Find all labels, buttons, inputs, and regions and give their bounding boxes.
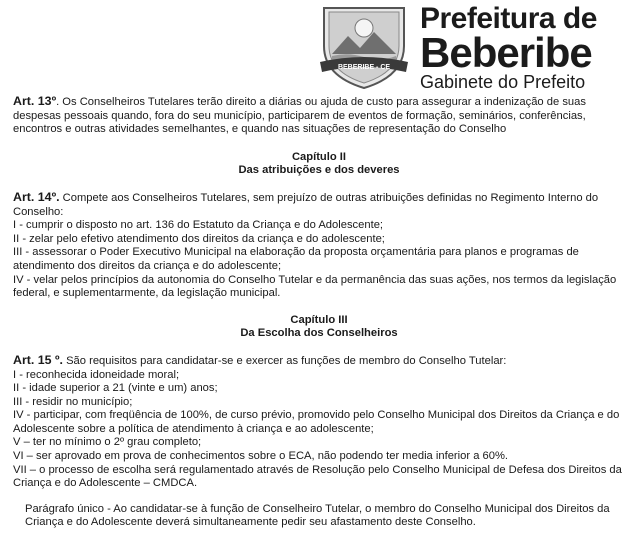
article-14-item: II - zelar pelo efetivo atendimento dos direitos da criança e do adolescente; — [13, 232, 385, 245]
chapter-3-heading — [13, 314, 625, 341]
article-15 — [13, 354, 625, 491]
chapter-3-number: Capítulo III — [290, 313, 348, 326]
letterhead-line2: Beberibe — [420, 29, 592, 76]
chapter-2-number: Capítulo II — [291, 150, 347, 163]
article-14-intro: Compete aos Conselheiros Tutelares, sem prejuízo de outras atribuições definidas no Regimento Interno do Conselho: — [13, 191, 599, 218]
article-13 — [13, 95, 625, 137]
document-body — [13, 95, 625, 530]
article-14-item: III - assessorar o Poder Executivo Municipal na elaboração da proposta orçamentária para planos e programas de atendimento dos direitos da criança e do adolescente; — [13, 246, 579, 272]
sole-paragraph: Parágrafo único - Ao candidatar-se à função de Conselheiro Tutelar, o membro do Conselho Municipal dos Direitos da Criança e do Adolescente deverá simultaneamente pedir seu afastamento deste Conselho. — [25, 502, 610, 529]
article-14-item: I - cumprir o disposto no art. 136 do Estatuto da Criança e do Adolescente; — [13, 219, 384, 232]
letterhead-line3: Gabinete do Prefeito — [420, 72, 586, 92]
article-15-item: IV - participar, com freqüência de 100%, de curso prévio, promovido pelo Conselho Municipal dos Direitos da Criança e do Adolescente sobre a política de atendimento à criança e ao adolescente; — [13, 409, 620, 435]
letterhead-line1: Prefeitura de — [420, 2, 597, 35]
article-13-lead: Art. 13º — [13, 94, 57, 108]
chapter-2-title: Das atribuições e dos deveres — [238, 164, 400, 177]
municipal-crest-icon — [316, 2, 412, 90]
article-14-lead: Art. 14º. — [13, 189, 60, 204]
article-14 — [13, 191, 625, 301]
article-15-item: I - reconhecida idoneidade moral; — [13, 368, 180, 381]
article-15-item: VII – o processo de escolha será regulamentado através de Resolução pelo Conselho Municipal de Defesa dos Direitos da Criança e do Adolescente – CMDCA. — [13, 463, 622, 490]
article-15-intro: São requisitos para candidatar-se e exercer as funções de membro do Conselho Tutelar: — [62, 354, 507, 367]
chapter-3-title: Da Escolha dos Conselheiros — [240, 327, 398, 340]
letterhead-title — [420, 4, 635, 92]
article-14-item: IV - velar pelos princípios da autonomia do Conselho Tutelar e da permanência das suas ações, nos termos da legislação federal, e suplementarmente, da legislação municipal. — [13, 273, 617, 300]
article-15-item: VI – ser aprovado em prova de conhecimentos sobre o ECA, não podendo ter media inferior a 60%. — [13, 450, 509, 463]
article-15-lead: Art. 15 º. — [13, 352, 63, 367]
article-15-item: V – ter no mínimo o 2º grau completo; — [13, 436, 202, 449]
svg-text:BEBERIBE - CE: BEBERIBE - CE — [337, 64, 391, 71]
article-15-item: II - idade superior a 21 (vinte e um) anos; — [13, 382, 218, 395]
letterhead — [0, 0, 641, 96]
article-15-item: III - residir no município; — [13, 395, 133, 408]
article-13-text: . Os Conselheiros Tutelares terão direito a diárias ou ajuda de custo para assegurar a indenização de suas despesas pessoais quando, fora do seu município, participarem de eventos de formação, seminários, conferências, encontros e outras atividades semelhantes, e quando nas situações de representação do Conselho — [13, 96, 586, 136]
chapter-2-heading — [13, 151, 625, 178]
